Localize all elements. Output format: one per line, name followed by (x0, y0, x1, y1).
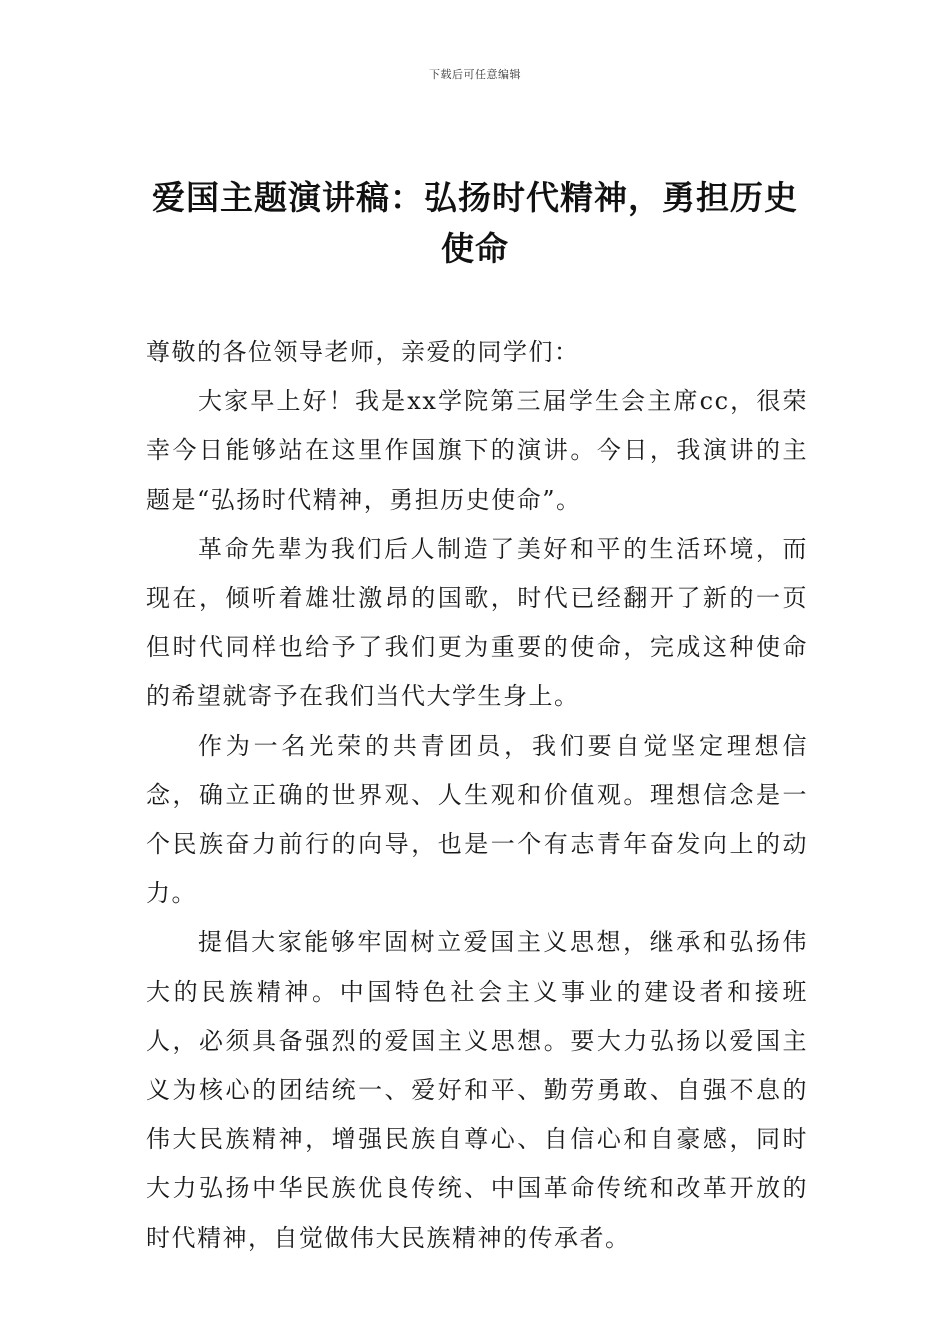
paragraph-2: 革命先辈为我们后人制造了美好和平的生活环境，而现在，倾听着雄壮激昂的国歌，时代已经翻开了新的一页但时代同样也给予了我们更为重要的使命，完成这种使命的希望就寄予在我们当代大学生身上。 (146, 534, 808, 711)
document-body (146, 328, 808, 1263)
document-title: 爱国主题演讲稿：弘扬时代精神，勇担历史使命 (152, 178, 798, 268)
salutation: 尊敬的各位领导老师，亲爱的同学们： (146, 338, 580, 366)
paragraph-1: 大家早上好！我是xx学院第三届学生会主席cc，很荣幸今日能够站在这里作国旗下的演讲。今日，我演讲的主题是“弘扬时代精神，勇担历史使命”。 (146, 387, 808, 514)
header-note: 下载后可任意编辑 (429, 68, 521, 81)
paragraph-4: 提倡大家能够牢固树立爱国主义思想，继承和弘扬伟大的民族精神。中国特色社会主义事业的建设者和接班人，必须具备强烈的爱国主义思想。要大力弘扬以爱国主义为核心的团结统一、爱好和平、勤劳勇敢、自强不息的伟大民族精神，增强民族自尊心、自信心和自豪感，同时大力弘扬中华民族优良传统、中国革命传统和改革开放的时代精神，自觉做伟大民族精神的传承者。 (146, 928, 808, 1252)
paragraph-3: 作为一名光荣的共青团员，我们要自觉坚定理想信念，确立正确的世界观、人生观和价值观。理想信念是一个民族奋力前行的向导，也是一个有志青年奋发向上的动力。 (146, 731, 808, 908)
